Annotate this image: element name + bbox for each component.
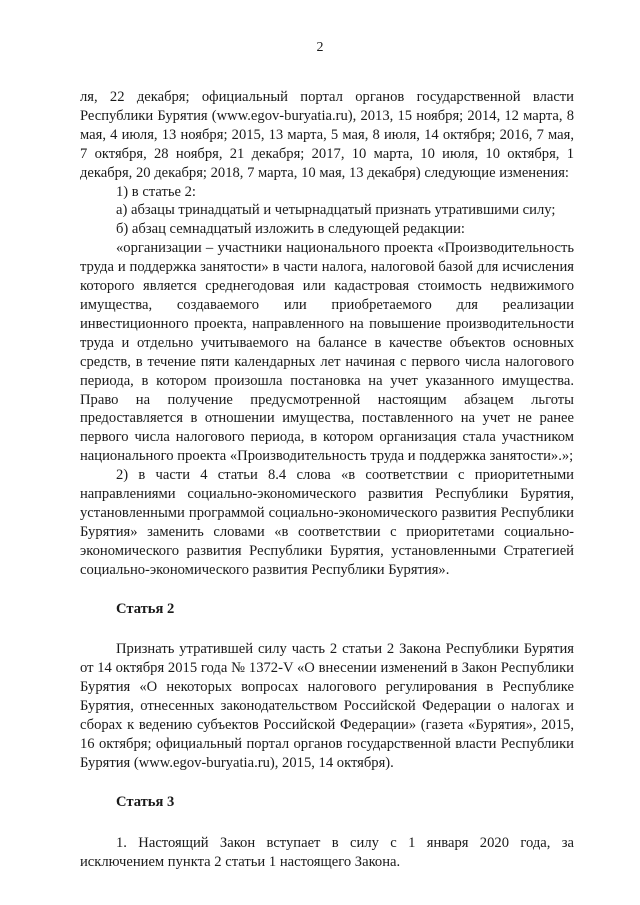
article1-item-1: 1) в статье 2: bbox=[116, 183, 196, 200]
article1-subitem-b: б) абзац семнадцатый изложить в следующей редакции: bbox=[116, 221, 465, 238]
article1-item-2: 2) в части 4 статьи 8.4 слова «в соответствии с приоритетными направлениями социально-экономического развития Республики Бурятия, установленными программой социально-экономического развития Республики Бурятия» заменить словами «в соответствии с приоритетами социально-экономического развития Республики Бурятия, установленными Стратегией социально-экономического развития Республики Бурятия». bbox=[80, 467, 574, 578]
article3-heading: Статья 3 bbox=[116, 793, 175, 810]
article2-text: Признать утратившей силу часть 2 статьи 2 Закона Республики Бурятия от 14 октября 2015 года № 1372-V «О внесении изменений в Закон Республики Бурятия «О некоторых вопросах налогового регулирования в Республике Бурятия, отнесенных законодательством Российской Федерации о налогах и сборах к ведению субъектов Российской Федерации» (газета «Бурятия», 2015, 16 октября; официальный портал органов государственной власти Республики Бурятия (www.egov-buryatia.ru), 2015, 14 октября). bbox=[80, 641, 574, 771]
document-body bbox=[80, 88, 574, 872]
article1-subitem-a: а) абзацы тринадцатый и четырнадцатый признать утратившими силу; bbox=[116, 202, 556, 219]
page-number: 2 bbox=[316, 40, 324, 55]
article3-text: 1. Настоящий Закон вступает в силу с 1 января 2020 года, за исключением пункта 2 статьи 1 настоящего Закона. bbox=[80, 834, 574, 870]
article1-continuation-paragraph: ля, 22 декабря; официальный портал органов государственной власти Республики Бурятия (www.egov-buryatia.ru), 2013, 15 ноября; 2014, 12 марта, 8 мая, 4 июля, 13 ноября; 2015, 13 марта, 5 мая, 8 июля, 14 октября; 2016, 7 мая, 7 октября, 28 ноября, 21 декабря; 2017, 10 марта, 10 июля, 10 октября, 1 декабря, 20 декабря; 2018, 7 марта, 10 мая, 13 декабря) следующие изменения: bbox=[80, 89, 574, 181]
article1-new-paragraph-text: «организации – участники национального проекта «Производительность труда и поддержка занятости» в части налога, налоговой базой для исчисления которого является среднегодовая или кадастровая стоимость недвижимого имущества, создаваемого или приобретаемого для реализации инвестиционного проекта, направленного на повышение производительности труда и отдельно учитываемого на балансе в качестве объектов основных средств, в течение пяти календарных лет начиная с первого числа налогового периода, в котором произошла постановка на учет указанного имущества. Право на получение предусмотренной настоящим абзацем льготы предоставляется в отношении имущества, поставленного на учет не ранее первого числа налогового периода, в котором организация стала участником национального проекта «Производительность труда и поддержка занятости».»; bbox=[80, 240, 574, 465]
article2-heading: Статья 2 bbox=[116, 600, 175, 617]
